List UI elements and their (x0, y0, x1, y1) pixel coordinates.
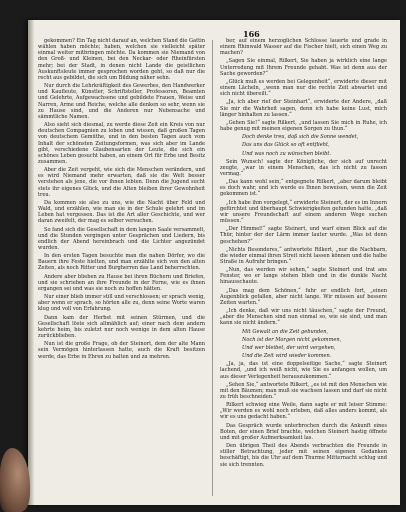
verse-line: Das uns das Glück so oft entflieht, (242, 142, 330, 149)
left-column (38, 38, 205, 498)
paragraph: Rilkert schwieg eine Weile, dann sagte er mit leiser Stimme: „Wir werden es wohl noch erleben, daß alles anders kommt, als wir es uns gedacht haben.“ (220, 402, 387, 421)
paragraph: Aber die Zeit vergeht, wie sich die Menschen verändern, und es wird Niemand mehr erwarten, daß sie die Welt besser verstehen als jene, die vor ihnen lebten. Denn die Jugend sucht stets ihr eigenes Glück, und die Alten bleiben ihrer Gewohnheit treu. (38, 167, 205, 198)
paragraph: Andere aber blieben zu Hause bei ihren Büchern und Briefen, und sie schrieben an ihre Freunde in der Ferne, wie es ihnen ergangen sei und was sie noch zu hoffen hätten. (38, 273, 205, 292)
paragraph: „Ich habe ihm vorgelegt,“ erwiderte Steinert, der es im Innern gefürchtet und überhaupt Schwierigkeiten gefunden hatte, „daß wir unsere Freundschaft auf einem anderen Wege suchen müssen.“ (220, 199, 387, 225)
paragraph: „Der Himmel!“ sagte Steinert, und warf einen Blick auf die Thür, hinter der der Lärm immer lauter wurde. „Was ist denn geschehen?“ (220, 226, 387, 245)
paragraph: „Glück muß es werden bei Gelegenheit“, erwiderte dieser mit einem Lächeln, „wenn man nur die rechte Zeit abwartet und sich nicht übereilt.“ (220, 78, 387, 98)
page-gutter (28, 20, 34, 505)
paragraph: „Das mag dem Schönen,“ fuhr er endlich fort, „einen Augenblick gefallen, aber nicht lange. Wir müssen auf bessere Zeiten warten.“ (220, 287, 387, 306)
paragraph: So fand sich die Gesellschaft in dem langen Saale versammelt, und die Stunden vergingen unter Gesprächen und Liedern, bis endlich der Abend hereinbrach und die Lichter angezündet wurden. (38, 226, 205, 251)
verse-line: Noch ist der Morgen nicht gekommen, (242, 336, 342, 343)
paragraph: ber, auf einem herzoglichen Schlosse lauerte und grade in einem Rhinwald Wasser auf die Fischer hielt, sich einen Weg zu machen? (220, 38, 387, 57)
paragraph: „Sagen Sie einmal, Rilkert, Sie haben ja wirklich eine lange Unterredung mit Ihrem Freunde gehabt. Was ist denn aus der Sache geworden?“ (220, 58, 387, 77)
verse-line: Doch denke treu, daß sich die Sonne wendet, (242, 134, 359, 141)
verse-line: Und die Zeit wird wieder kommen. (242, 353, 332, 360)
paragraph: Das Gespräch wurde unterbrochen durch die Ankunft eines Boten, der einen Brief brachte, welchen Steinert hastig öffnete und mit großer Aufmerksamkeit las. (220, 422, 387, 441)
paragraph: Also sieht sich diesmal, zu werde diese Zeit ein Kreis von nur deutschen Compagnien zu loben und wissen, daß großen Tagen von deutschem Gemüthe, und in den besten Tagen auch vom Inhalt der schönsten Zeitungsformen, was sich aber im Lande gibt, verschiedene Glaubensarten der Leute, die sich ein schönes Leben gesucht haben, an einem Ort für Erbe und Besitz zusammen. (38, 122, 205, 165)
paragraph: Nun ist die große Frage, ob der Steinort, dem der alte Mann sein Vermögen hinterlassen hatte, auch die Kraft besitzen werde, das Erbe in Ehren zu halten und zu mehren. (38, 341, 205, 360)
paragraph: „Nun, das werden wir sehen,“ sagte Steinert und trat ans Fenster, wo er lange stehen blieb und in die dunkle Nacht hinausschaute. (220, 267, 387, 286)
column-divider (212, 40, 213, 496)
paragraph: gekommen? Ein Tag nicht darauf an, welchen Stand die Gattin wählen haben möchte; haben, welchen sie vielleicht später einmal weiter mitbringen möchte. Da kommen sie Niemand von den Groß- und Kleinen, bei den Neckar- oder Rheinfürsten mehr; bei der Stadt, in denen nicht Lande die geistlichen Auskunftsleute immer gesprochen worden geht, so daß nur die recht aus gebildet, die sich um Bildung näher sehn. (38, 38, 205, 81)
paragraph: Den übrigen Theil des Abends verbrachten die Freunde in stiller Betrachtung, jeder mit seinen eigenen Gedanken beschäftigt, bis die Uhr auf dem Thurme Mitternacht schlug und sie sich trennten. (220, 443, 387, 468)
paragraph: „Nichts Besonderes,“ antwortete Rilkert, „nur die Nachbarn, die wieder einmal ihren Streit nicht lassen können und die halbe Straße in Aufruhr bringen.“ (220, 246, 387, 265)
paragraph: „Das kann wohl sein,“ entgegnete Rilkert, „aber darum bleibt es doch wahr, und ich werde es Ihnen beweisen, wenn die Zeit gekommen ist.“ (220, 179, 387, 198)
paragraph: Sein Wunsch! sagte der Königliche, der sich auf unrecht zeugte, „war in einem Menschen, das ich nicht zu fassen vermag.“ (220, 158, 387, 177)
verse-line: Mit Gewalt an die Zeit gebunden, (242, 328, 329, 335)
book-page (28, 20, 400, 505)
thumb-holding-page (0, 448, 30, 512)
paragraph: „Gehen Sie!“ sagte Rilkert, „und lassen Sie mich in Ruhe, ich habe genug mit meinen eigenen Sorgen zu thun.“ (220, 119, 387, 133)
paragraph: Da kommen sie also zu uns, wie die Nacht über Feld und Wald, und erzählen, wie man sie in der Schule gelehrt und im Leben hat vergessen. Das ist die Art aller Geschichte, und wer daran zweifelt, der mag es selber versuchen. (38, 199, 205, 225)
paragraph: „Ja, ja, das ist eine doppelseitige Sache,“ sagte Steinert lachend, „und ich weiß nicht, wie Sie es anfangen wollen, um aus dieser Verlegenheit herauszukommen.“ (220, 361, 387, 380)
right-column (220, 38, 387, 498)
paragraph: Dann kam der Herbst mit seinen Stürmen, und die Gesellschaft löste sich allmählich auf; einer nach dem andern kehrte heim, bis zuletzt nur noch wenige in dem alten Hause zurückblieben. (38, 314, 205, 340)
verse-line: Und wer bleibet, der wird vergehen, (242, 344, 336, 351)
paragraph: Nur durch die Lehrkräftigkeit des Gewerbes, den Handwerker und Kaufleute, Künstler, Schriftsteller, Professoren, Beamten und Gelehrte, Aufgewachsene und gebildete Frauen, Weise und Narren, Arme und Reiche, welche alle denken so sehr, wenn sie zu Hause sind, und die Anderen nur Nebensache und sämmtliche Namen. (38, 83, 205, 120)
paragraph: Nur einer blieb immer still und verschlossen; er sprach wenig, aber wenn er sprach, so hörten alle zu, denn seine Worte waren klug und voll von Erfahrung. (38, 294, 205, 313)
verse-line: Und was noch zu wünschen bleibt. (242, 150, 331, 157)
paragraph: In den ersten Tagen besuchte man die nahen Dörfer, wo die Bauern ihre Feste hielten, und man erzählte sich von den alten Zeiten, als noch Ritter und Burgherren das Land beherrschten. (38, 253, 205, 272)
paragraph: „Ich denke, daß wir uns nicht täuschen,“ sagte der Freund, „aber die Menschen sind nun einmal so, wie sie sind, und man kann sie nicht ändern.“ (220, 308, 387, 327)
page-number: 166 (243, 29, 260, 39)
paragraph: „Sehen Sie,“ antwortete Rilkert, „es ist mit den Menschen wie mit den Bäumen; man muß sie wachsen lassen und darf sie nicht zu früh beschneiden.“ (220, 381, 387, 400)
paragraph: „Ja, ich aber rief der Steinhart“, erwiderte der Andere, „daß Sie mir die Wahrheit sagen, denn ich habe keine Lust, mich länger hinhalten zu lassen.“ (220, 99, 387, 118)
